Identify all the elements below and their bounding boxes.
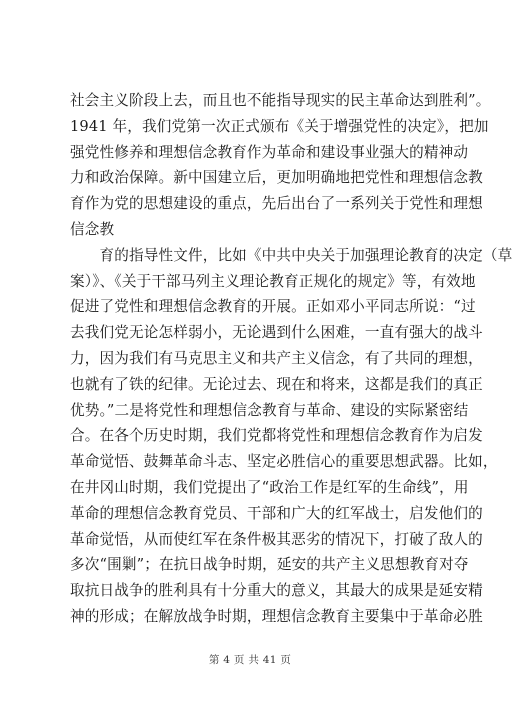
- text-line: 革命的理想信念教育党员、干部和广大的红军战士，启发他们的: [70, 504, 483, 522]
- text-line: 多次“围剿”；在抗日战争时期，延安的共产主义思想教育对夺: [70, 556, 469, 574]
- text-line: 力，因为我们有马克思主义和共产主义信念，有了共同的理想，: [70, 349, 483, 367]
- text-line: 在井冈山时期，我们党提出了“政治工作是红军的生命线”，用: [70, 478, 469, 496]
- text-line: 革命觉悟、鼓舞革命斗志、坚定必胜信心的重要思想武器。比如，: [70, 453, 498, 471]
- text-line: 力和政治保障。新中国建立后，更加明确地把党性和理想信念教: [70, 169, 483, 187]
- page-number-footer: 第 4 页 共 41 页: [208, 654, 292, 666]
- text-line: 神的形成；在解放战争时期，理想信念教育主要集中于革命必胜: [70, 607, 483, 625]
- text-line: 促进了党性和理想信念教育的开展。正如邓小平同志所说：“过: [70, 298, 476, 316]
- text-line: 1941 年，我们党第一次正式颁布《关于增强党性的决定》，把加: [70, 117, 489, 135]
- text-line: 育作为党的思想建设的重点，先后出台了一系列关于党性和理想: [70, 195, 483, 213]
- text-line: 取抗日战争的胜利具有十分重大的意义，其最大的成果是延安精: [70, 582, 483, 600]
- text-line: 优势。”二是将党性和理想信念教育与革命、建设的实际紧密结: [70, 401, 469, 419]
- text-line: 社会主义阶段上去，而且也不能指导现实的民主革命达到胜利”。: [70, 92, 491, 109]
- text-line: 合。在各个历史时期，我们党都将党性和理想信念教育作为启发: [70, 427, 483, 445]
- text-line: 信念教: [70, 220, 115, 238]
- text-line: 育的指导性文件，比如《中共中央关于加强理论教育的决定（草: [70, 246, 512, 264]
- text-line: 也就有了铁的纪律。无论过去、现在和将来，这都是我们的真正: [70, 375, 483, 393]
- paragraph-1: [70, 88, 491, 243]
- text-line: 案）》、《关于干部马列主义理论教育正规化的规定》等，有效地: [70, 272, 476, 290]
- text-line: 革命觉悟，从而使红军在条件极其恶劣的情况下，打破了敌人的: [70, 530, 483, 548]
- text-line: 强党性修养和理想信念教育作为革命和建设事业强大的精神动: [70, 143, 469, 161]
- paragraph-2: [70, 243, 512, 630]
- body-text: [70, 88, 512, 630]
- text-line: 去我们党无论怎样弱小，无论遇到什么困难，一直有强大的战斗: [70, 324, 483, 342]
